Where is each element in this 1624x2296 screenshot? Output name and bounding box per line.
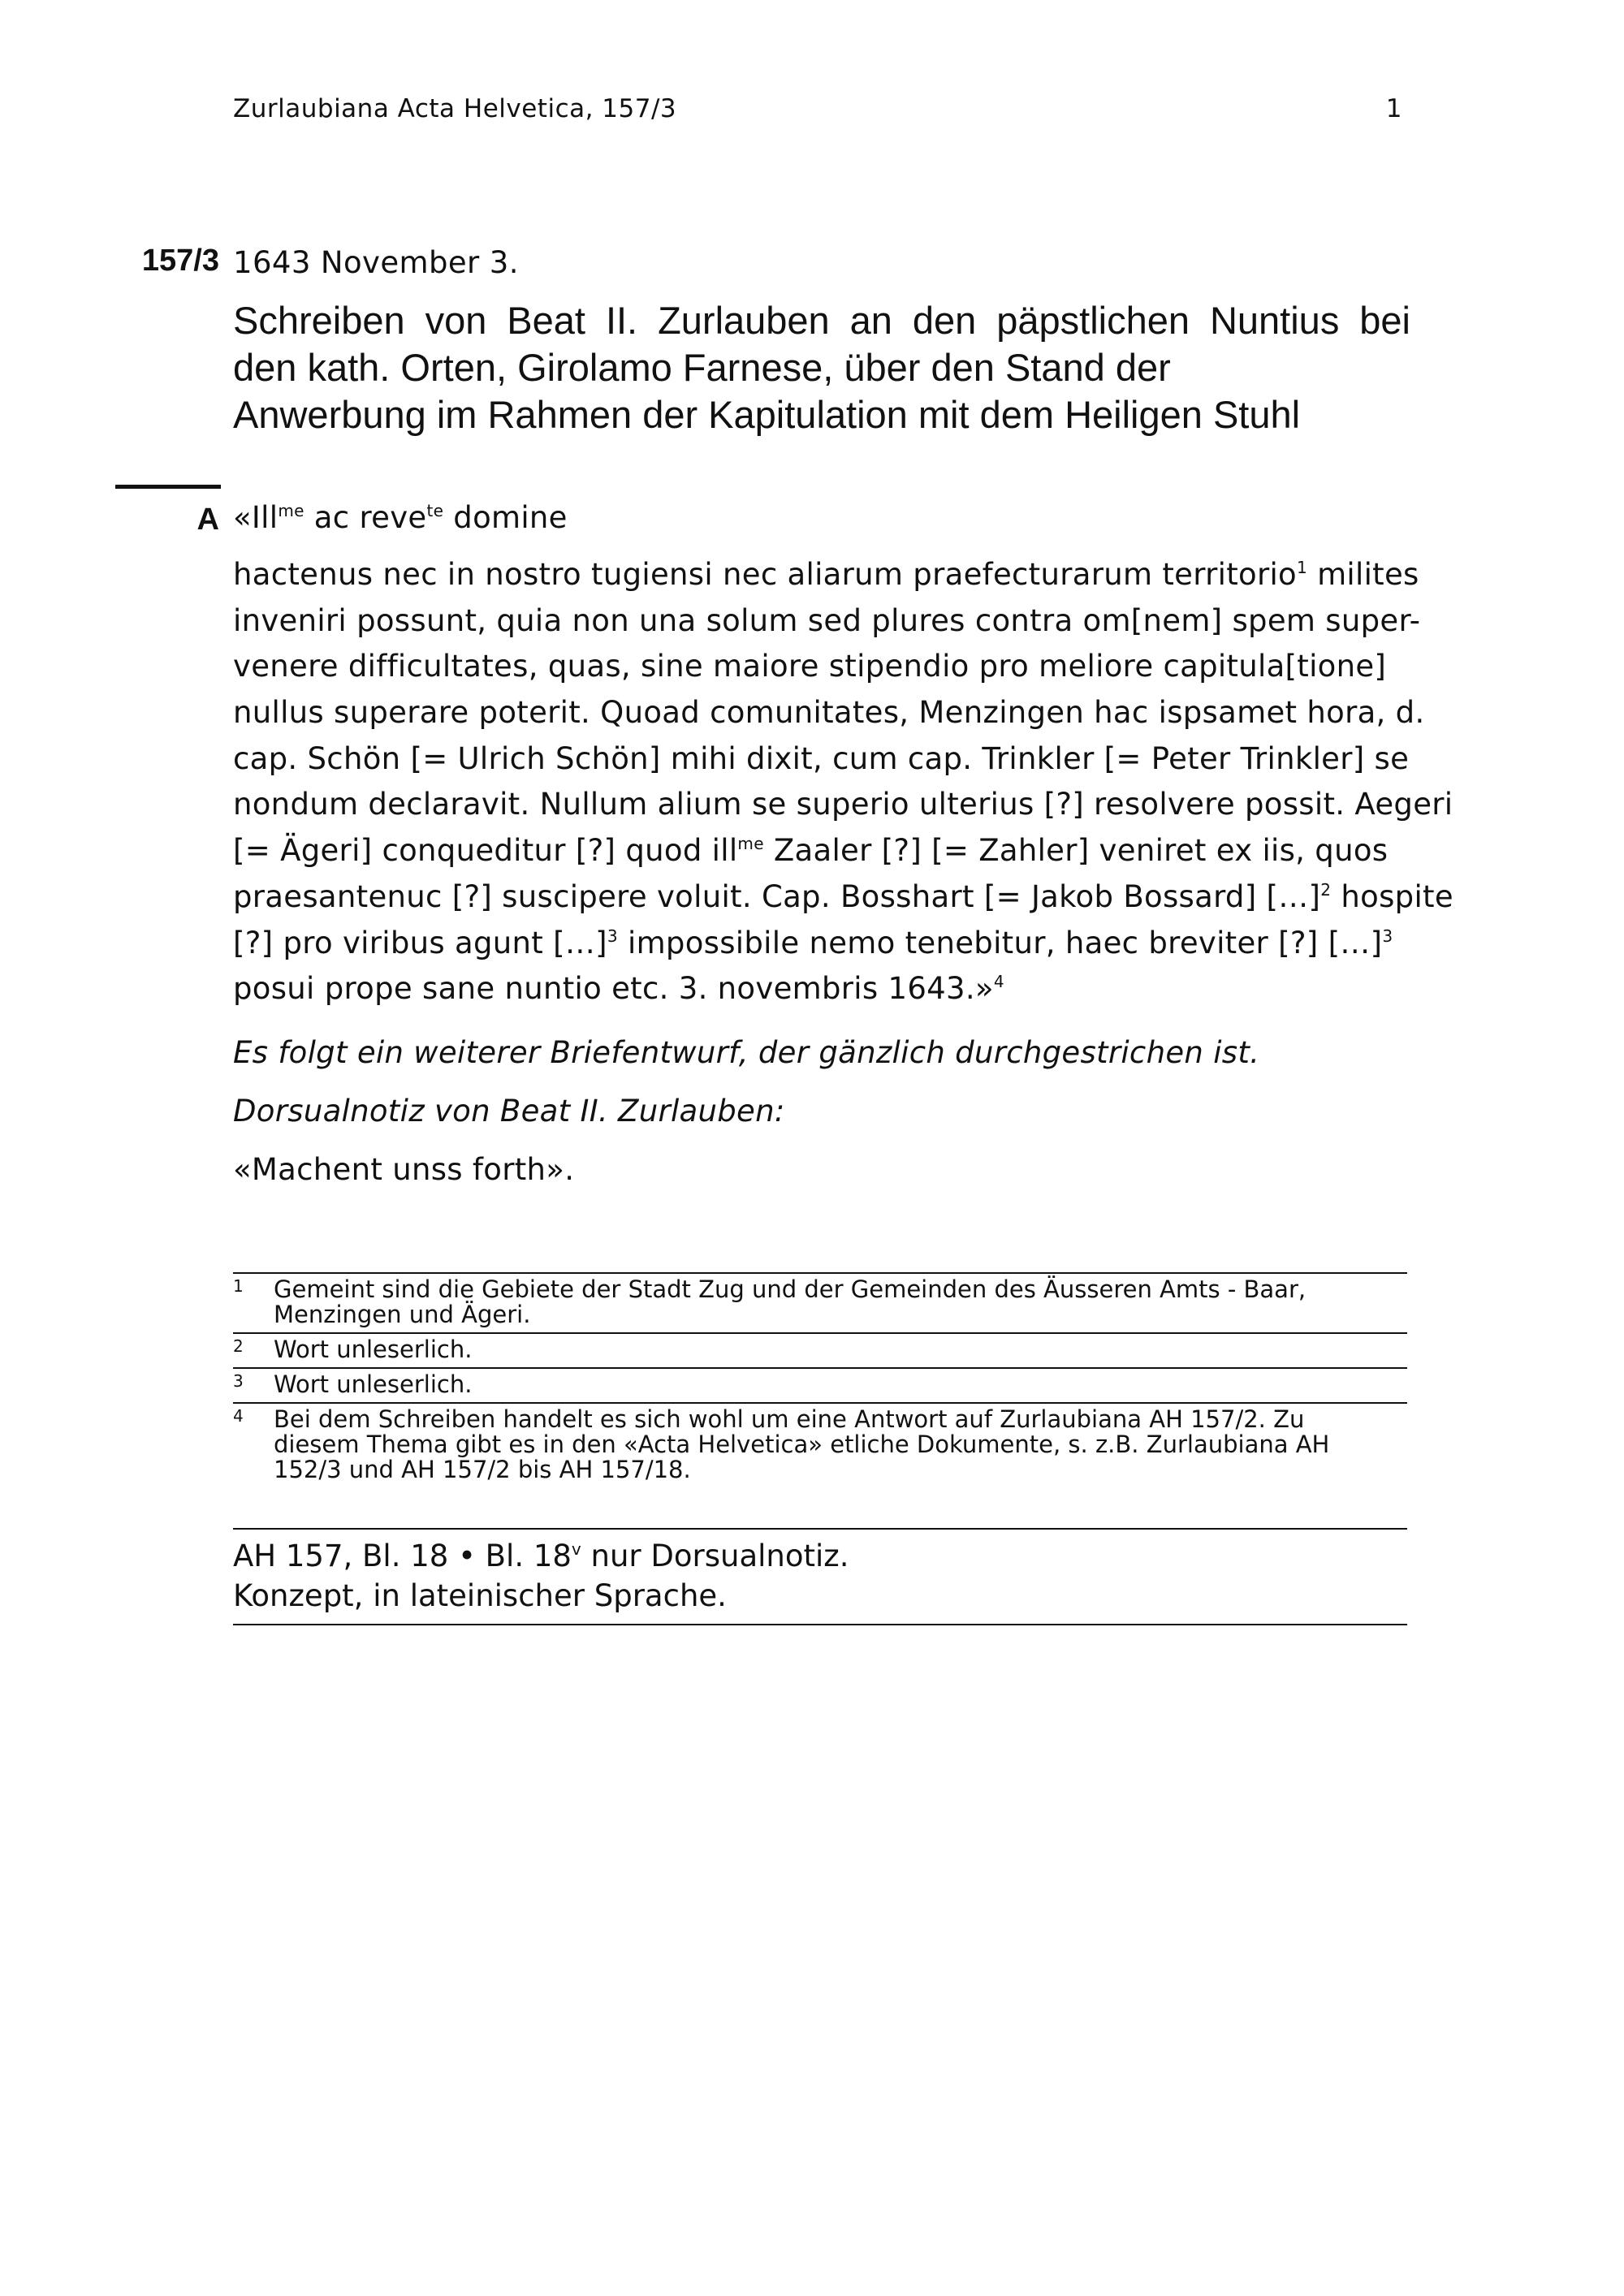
- footnote-text: Wort unleserlich.: [274, 1336, 473, 1363]
- text-segment: impossibile nemo tenebitur, haec breviter [?] […]: [617, 925, 1383, 960]
- footnote-text: Bei dem Schreiben handelt es sich wohl um eine Antwort auf Zurlaubiana AH 157/2. Zu: [274, 1405, 1305, 1433]
- text-segment: milites: [1307, 557, 1419, 592]
- spacer: [233, 1012, 1402, 1030]
- footnote: [233, 1402, 1407, 1487]
- text-segment: praesantenuc [?] suscipere voluit. Cap. Bosshart [= Jakob Bossard] […]: [233, 878, 1321, 914]
- footnote: [233, 1272, 1407, 1332]
- dorsal-note-text: «Machent unss forth».: [233, 1151, 575, 1187]
- footnote-number: 1: [233, 1276, 244, 1296]
- text-segment: [= Ägeri] conqueditur [?] quod ill: [233, 833, 738, 869]
- salutation: [233, 495, 1402, 552]
- footnote-text: Menzingen und Ägeri.: [274, 1301, 531, 1328]
- footnote-text: diesem Thema gibt es in den «Acta Helvetica» etliche Dokumente, s. z.B. Zurlaubiana AH: [274, 1431, 1330, 1458]
- footnote-text: 152/3 und AH 157/2 bis AH 157/18.: [274, 1456, 691, 1483]
- section-divider: [115, 485, 221, 489]
- abbreviation-superscript: me: [278, 501, 304, 520]
- edited-text: [233, 495, 1453, 1193]
- text-segment: AH 157, Bl. 18 • Bl. 18: [233, 1539, 572, 1573]
- text-line: nullus superare poterit. Quoad comunitates, Menzingen hac ispsamet hora, d.: [233, 695, 1425, 731]
- source-line: [233, 1536, 1407, 1576]
- text-line: [233, 921, 1402, 967]
- text-segment: hospite: [1331, 878, 1453, 914]
- text-segment: [?] pro viribus agunt […]: [233, 925, 607, 960]
- footnote: [233, 1367, 1407, 1402]
- document-title: [233, 297, 1410, 438]
- running-title: Zurlaubiana Acta Helvetica, 157/3: [233, 94, 677, 123]
- footnotes: [233, 1272, 1407, 1487]
- text-segment: Zaaler [?] [= Zahler] veniret ex iis, quos: [763, 833, 1389, 869]
- abbreviation-superscript: me: [737, 834, 764, 854]
- footnote-number: 4: [233, 1406, 244, 1426]
- text-line: [233, 874, 1453, 921]
- title-line: Schreiben von Beat II. Zurlauben an den päpstlichen Nuntius bei: [233, 299, 1410, 342]
- text-line: cap. Schön [= Ulrich Schön] mihi dixit, cum cap. Trinkler [= Peter Trinkler] se: [233, 740, 1410, 776]
- dorsal-note-label: Dorsualnotiz von Beat II. Zurlauben:: [233, 1093, 785, 1129]
- footnote: [233, 1332, 1407, 1367]
- text-line: [233, 966, 1402, 1012]
- document-date: 1643 November 3.: [233, 245, 519, 280]
- footnote-number: 3: [233, 1371, 244, 1391]
- footnote-ref[interactable]: 1: [1296, 558, 1308, 577]
- footnote-ref[interactable]: 3: [607, 926, 618, 946]
- text-segment: nur Dorsualnotiz.: [581, 1539, 849, 1573]
- salutation-part: domine: [443, 500, 568, 535]
- document-number: 157/3: [141, 244, 219, 278]
- footnote-ref[interactable]: 4: [993, 972, 1004, 992]
- footnote-number: 2: [233, 1336, 244, 1356]
- text-segment: posui prope sane nuntio etc. 3. novembris 1643.»: [233, 971, 994, 1007]
- text-sigle: A: [197, 503, 219, 537]
- running-head: [233, 94, 1402, 127]
- title-line: den kath. Orten, Girolamo Farnese, über den Stand der: [233, 346, 1171, 389]
- editorial-remark: Es folgt ein weiterer Briefentwurf, der gänzlich durchgestrichen ist.: [233, 1034, 1260, 1070]
- page-number: 1: [1385, 94, 1402, 123]
- footnote-text: Gemeint sind die Gebiete der Stadt Zug und der Gemeinden des Äusseren Amts - Baar,: [274, 1275, 1307, 1303]
- title-line: Anwerbung im Rahmen der Kapitulation mit dem Heiligen Stuhl: [233, 393, 1301, 436]
- text-segment: hactenus nec in nostro tugiensi nec aliarum praefecturarum territorio: [233, 557, 1297, 592]
- source-description: [233, 1528, 1407, 1625]
- text-line: venere difficultates, quas, sine maiore stipendio pro meliore capitula[tione]: [233, 649, 1387, 684]
- text-line: inveniri possunt, quia non una solum sed plures contra om[nem] spem super-: [233, 602, 1421, 638]
- footnote-ref[interactable]: 3: [1382, 926, 1393, 946]
- folio-verso-superscript: v: [571, 1539, 581, 1559]
- source-line: Konzept, in lateinischer Sprache.: [233, 1578, 727, 1613]
- salutation-part: «Ill: [233, 500, 279, 535]
- footnote-ref[interactable]: 2: [1320, 879, 1332, 900]
- text-line: [233, 828, 1402, 874]
- text-line: nondum declaravit. Nullum alium se superio ulterius [?] resolvere possit. Aegeri: [233, 787, 1453, 822]
- footnote-text: Wort unleserlich.: [274, 1370, 473, 1398]
- abbreviation-superscript: te: [426, 501, 444, 520]
- text-line: [233, 552, 1419, 598]
- salutation-part: ac reve: [304, 500, 427, 535]
